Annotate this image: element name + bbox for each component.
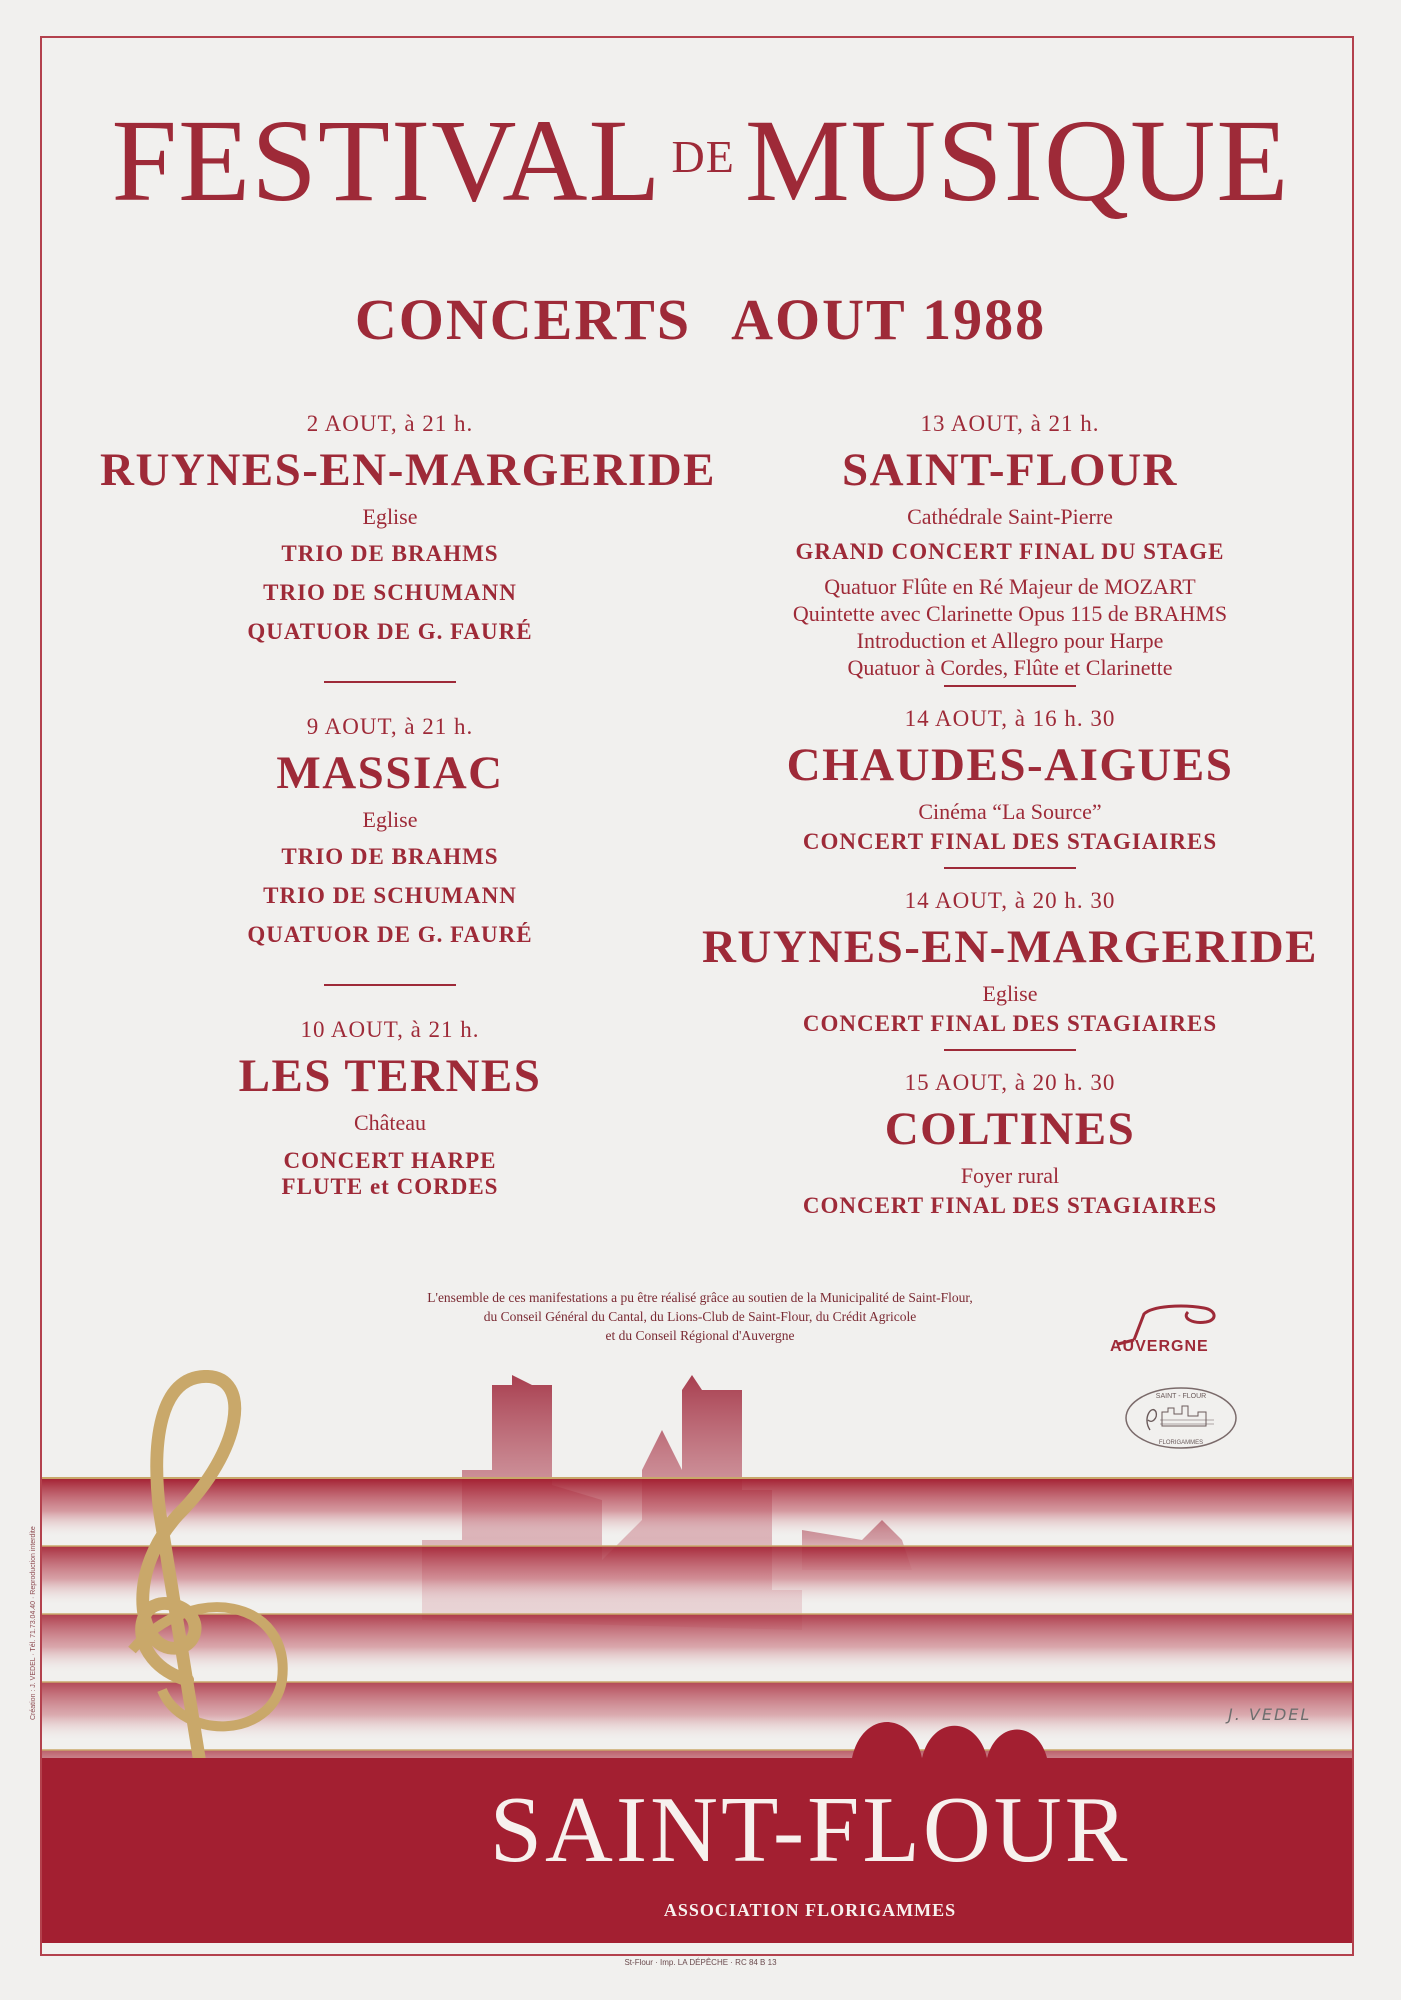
printer-credit: St-Flour · Imp. LA DÉPÊCHE · RC 84 B 13 xyxy=(624,1958,777,1967)
footer-association: ASSOCIATION FLORIGAMMES xyxy=(663,1900,957,1920)
program-item: TRIO DE SCHUMANN xyxy=(263,883,517,908)
work-item: Introduction et Allegro pour Harpe xyxy=(856,628,1164,653)
concert-date: 15 AOUT, à 20 h. 30 xyxy=(904,1070,1116,1095)
work-item: Quatuor Flûte en Ré Majeur de MOZART xyxy=(824,574,1196,599)
concert-headline: CONCERT FINAL DES STAGIAIRES xyxy=(802,1011,1218,1036)
seal-top-text: SAINT - FLOUR xyxy=(1155,1393,1207,1400)
concert-headline: GRAND CONCERT FINAL DU STAGE xyxy=(795,539,1225,564)
concert-place: COLTINES xyxy=(884,1103,1136,1155)
concert-block xyxy=(700,889,1320,1037)
left-concert-column xyxy=(100,411,717,1200)
festival-title xyxy=(0,95,1401,226)
work-item: Quatuor à Cordes, Flûte et Clarinette xyxy=(847,655,1173,680)
concert-venue: Eglise xyxy=(362,504,418,529)
concert-venue: Foyer rural xyxy=(960,1163,1060,1188)
concerts-subtitle xyxy=(0,286,1401,353)
concert-venue: Château xyxy=(353,1110,427,1135)
sponsor-line: et du Conseil Régional d'Auvergne xyxy=(605,1328,795,1343)
divider xyxy=(944,867,1076,869)
concert-headline: CONCERT FINAL DES STAGIAIRES xyxy=(802,829,1218,854)
right-concert-column xyxy=(700,412,1320,1219)
concert-place: LES TERNES xyxy=(238,1050,542,1102)
program-item: TRIO DE SCHUMANN xyxy=(263,580,517,605)
concert-place: SAINT-FLOUR xyxy=(842,444,1178,496)
concert-venue: Cinéma “La Source” xyxy=(918,799,1102,824)
concert-headline: CONCERT FINAL DES STAGIAIRES xyxy=(802,1193,1218,1218)
concert-venue: Eglise xyxy=(982,981,1038,1006)
concert-block xyxy=(700,412,1320,681)
concert-venue: Eglise xyxy=(362,807,418,832)
concert-venue: Cathédrale Saint-Pierre xyxy=(907,504,1113,529)
seal-bottom-text: FLORIGAMMES xyxy=(1158,1440,1204,1446)
program-item: CONCERT HARPE xyxy=(283,1148,497,1173)
concert-block xyxy=(700,707,1320,855)
sponsor-note xyxy=(280,1288,1120,1345)
title-de: DE xyxy=(671,131,735,182)
program-item: FLUTE et CORDES xyxy=(281,1174,499,1199)
subtitle-month-year: AOUT 1988 xyxy=(731,287,1047,352)
concert-block xyxy=(700,1071,1320,1219)
concert-block xyxy=(100,411,717,651)
divider xyxy=(324,681,456,683)
concert-place: RUYNES-EN-MARGERIDE xyxy=(100,444,717,496)
work-item: Quintette avec Clarinette Opus 115 de BRAHMS xyxy=(792,601,1228,626)
concert-place: MASSIAC xyxy=(276,747,504,799)
concert-date: 14 AOUT, à 16 h. 30 xyxy=(904,706,1116,731)
concert-block xyxy=(100,1018,680,1200)
concert-date: 9 AOUT, à 21 h. xyxy=(306,714,474,739)
sponsor-line: du Conseil Général du Cantal, du Lions-Club de Saint-Flour, du Crédit Agricole xyxy=(483,1309,917,1324)
title-musique: MUSIQUE xyxy=(744,95,1290,226)
divider xyxy=(944,685,1076,687)
artist-signature: J. VEDEL xyxy=(1228,1705,1312,1724)
concert-place: RUYNES-EN-MARGERIDE xyxy=(701,921,1319,973)
program-item: QUATUOR DE G. FAURÉ xyxy=(247,922,533,947)
program-item: TRIO DE BRAHMS xyxy=(281,844,499,869)
auvergne-label: AUVERGNE xyxy=(1110,1338,1209,1355)
concert-date: 13 AOUT, à 21 h. xyxy=(920,411,1100,436)
concert-date: 2 AOUT, à 21 h. xyxy=(306,411,474,436)
subtitle-concerts: CONCERTS xyxy=(354,287,692,352)
title-festival: FESTIVAL xyxy=(111,95,662,226)
concert-date: 14 AOUT, à 20 h. 30 xyxy=(904,888,1116,913)
concert-place: CHAUDES-AIGUES xyxy=(786,739,1234,791)
concert-date: 10 AOUT, à 21 h. xyxy=(300,1017,480,1042)
sponsor-line: L'ensemble de ces manifestations a pu être réalisé grâce au soutien de la Municipalité de Saint-Flour, xyxy=(427,1290,973,1305)
program-item: TRIO DE BRAHMS xyxy=(281,541,499,566)
design-credits: Création : J. VEDEL · Tél. 71.73.04.40 · Reproduction interdite xyxy=(30,1526,37,1720)
footer-city: SAINT-FLOUR xyxy=(489,1778,1131,1882)
divider xyxy=(944,1049,1076,1051)
program-item: QUATUOR DE G. FAURÉ xyxy=(247,619,533,644)
divider xyxy=(324,984,456,986)
concert-block xyxy=(100,715,680,954)
